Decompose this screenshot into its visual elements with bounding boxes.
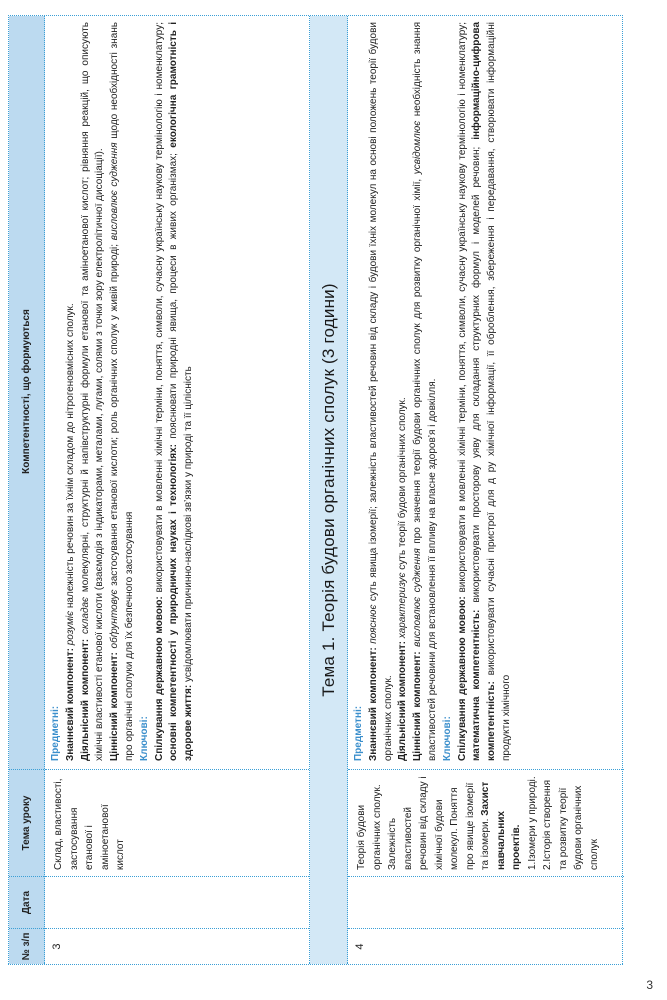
row-number: 3 bbox=[51, 943, 63, 950]
competencies-text: Предметні: Знаннєвий компонент: пояснює суть явища ізомерії; залежність властивостей речовин від складу і будови їхніх молекул на основі положень теорії будови органічних сполук. Діяльнісний компонент: характеризує суть теорії будови органічних сполук. Ціннісний компонент: висловлює судження про значення теорії будови органічних сполук для розвитку органічної хімії, усвідомлює необхідність знання властивостей речовини для встановлення її впливу на власне здоров’я і довкілля. Ключові: Спілкування державною мовою: використовувати в мовленні хімічні терміни, поняття, символи, сучасну українську наукову термінологію і номенклатуру; математична компетентність: використовувати просторову уяву для складання структурних формул і моделей речовин; інформаційно-цифрова компетентність: використовувати сучасні пристрої для д ру хімічної інформації, її оброблення, збереження і передавання, створювати інформаційні продукти хімічного bbox=[353, 21, 512, 761]
row-number: 4 bbox=[354, 943, 366, 950]
topic-title: Тема 1. Теорія будови органічних сполук (3 години) bbox=[318, 283, 338, 697]
rotated-page bbox=[8, 15, 623, 965]
key-label: Ключові: bbox=[138, 716, 150, 761]
header-competencies: Компетентності, що формуються bbox=[21, 309, 32, 474]
subject-label: Предметні: bbox=[353, 705, 364, 761]
table-row-4 bbox=[348, 16, 624, 964]
header-topic: Тема уроку bbox=[9, 769, 44, 876]
project-2: 2.Історія створення та розвитку теорії будови органічних сполук bbox=[542, 779, 600, 870]
table-header-row bbox=[9, 16, 45, 964]
table-row-3 bbox=[45, 16, 310, 964]
date-cell bbox=[45, 876, 309, 928]
lesson-plan-table bbox=[8, 15, 623, 965]
date-cell bbox=[348, 876, 624, 928]
competencies-text: Предметні: Знаннєвий компонент: розуміє належність речовин за їхнім складом до нітрогеновмісних сполук. Діяльнісний компонент: складає молекулярні, структурні й напівструктурні формули етанової та аміноетанової кислот; рівняння реакцій, що описують хімічні властивості етанової кислоти (взаємодія з індикаторами, металами, лугами, солями з точки зору електролітичної дисоціації). Ціннісний компонент: обґрунтовує застосування етанової кислоти; роль органічних сполук у живій природі; висловлює судження щодо необхідності знань про органічні сполуки для їх безпечного застосування Ключові: Спілкування державною мовою: використовувати в мовленні хімічні терміни, поняття, символи, сучасну українську наукову термінологію і номенклатуру; основні компетентності у природничих науках і технологіях: пояснювати природні явища, процеси в живих організмах; екологічна грамотність і здорове життя: усвідомлювати причинно-наслідкові зв’язки у природі та її цілісність bbox=[50, 21, 195, 761]
topic-title-row bbox=[310, 16, 348, 964]
page-number: 3 bbox=[646, 978, 653, 992]
key-label: Ключові: bbox=[441, 716, 453, 761]
subject-label: Предметні: bbox=[50, 705, 61, 761]
header-num: № з/п bbox=[9, 928, 44, 964]
lesson-topic: Склад, властивості, застосування етанової і аміноетанової кислот bbox=[53, 778, 126, 870]
project-1: 1.Ізомери у природі. bbox=[526, 776, 538, 870]
projects-label: Захист навчальних проектів. bbox=[480, 781, 522, 870]
lesson-topic: Теорія будови органічних сполук. Залежність властивостей речовин від складу і хімічної будови молекул. Поняття про явище ізомерії та ізомери. Захист навчальних проектів. 1.Ізомери у природі. 2.Історія створення та розвитку теорії будови органічних сполук bbox=[356, 776, 600, 870]
header-date: Дата bbox=[9, 876, 44, 928]
